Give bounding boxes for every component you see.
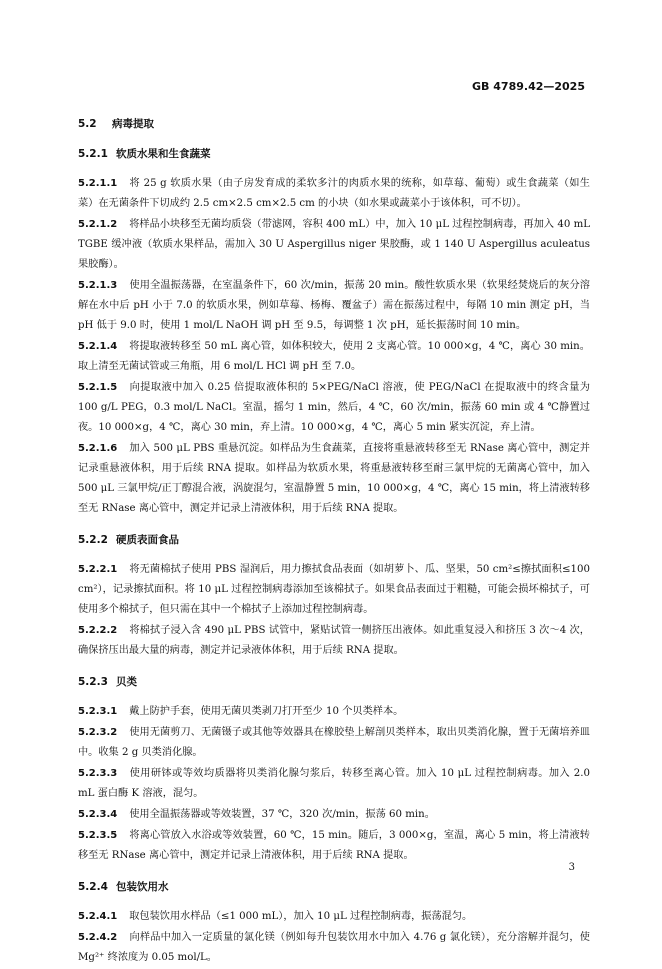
subsection-heading: 5.2.4 包装饮用水 xyxy=(78,881,169,893)
clause-paragraph: 5.2.1.6 加入 500 μL PBS 重悬沉淀。如样品为生食蔬菜，直接将重悬液转移至无 RNase 离心管中，测定并记录重悬液体积，用于后续 RNA 提取。如样品为软质水果，将重悬液转移至耐三氯甲烷的无菌离心管中，加入 500 μL 三氯甲烷/正丁醇混合液，涡旋混匀，室温静置 5 min，10 000×g，4 ℃，离心 15 min，将上清液转移至无 RNase 离心管中，测定并记录上清液体积，用于后续 RNA 提取。 xyxy=(78,443,590,514)
clause-paragraph: 5.2.1.2 将样品小块移至无菌均质袋（带滤网，容积 400 mL）中，加入 10 μL 过程控制病毒，再加入 40 mL TGBE 缓冲液（软质水果样品，需加入 30 U Aspergillus niger 果胶酶，或 1 140 U Aspergillus aculeatus 果胶酶）。 xyxy=(78,219,590,270)
clause-paragraph: 5.2.2.1 将无菌棉拭子使用 PBS 湿润后，用力擦拭食品表面（如胡萝卜、瓜、坚果，50 cm²≤擦拭面积≤100 cm²），记录擦拭面积。将 10 μL 过程控制病毒添加至该棉拭子。如果食品表面过于粗糙，可能会损坏棉拭子，可使用多个棉拭子，但只需在其中一个棉拭子上添加过程控制病毒。 xyxy=(78,564,590,615)
clause-paragraph: 5.2.3.4 使用全温振荡器或等效装置，37 ℃，320 次/min，振荡 60 min。 xyxy=(78,809,435,820)
clause-paragraph: 5.2.1.1 将 25 g 软质水果（由子房发育成的柔软多汁的肉质水果的统称，如草莓、葡萄）或生食蔬菜（如生菜）在无菌条件下切成约 2.5 cm×2.5 cm×2.5 cm 的小块（如水果或蔬菜小于该体积，可不切）。 xyxy=(78,178,590,209)
clause-paragraph: 5.2.1.3 使用全温振荡器，在室温条件下，60 次/min，振荡 20 min。酸性软质水果（软果经焚烧后的灰分溶解在水中后 pH 小于 7.0 的软质水果，例如草莓、杨梅、覆盆子）需在振荡过程中，每隔 10 min 测定 pH，当 pH 低于 9.0 时，使用 1 mol/L NaOH 调 pH 至 9.5，每调整 1 次 pH，延长振荡时间 10 min。 xyxy=(78,280,590,331)
clause-paragraph: 5.2.4.1 取包装饮用水样品（≤1 000 mL），加入 10 μL 过程控制病毒，振荡混匀。 xyxy=(78,911,473,922)
clause-paragraph: 5.2.3.3 使用研钵或等效均质器将贝类消化腺匀浆后，转移至离心管。加入 10 μL 过程控制病毒。加入 2.0 mL 蛋白酶 K 溶液，混匀。 xyxy=(78,768,590,799)
section-heading: 5.2 病毒提取 xyxy=(78,118,154,130)
clause-paragraph: 5.2.2.2 将棉拭子浸入含 490 μL PBS 试管中，紧贴试管一侧挤压出液体。如此重复浸入和挤压 3 次～4 次，确保挤压出最大量的病毒，测定并记录液体体积，用于后续 RNA 提取。 xyxy=(78,625,590,656)
document-body xyxy=(78,112,590,969)
page-number: 3 xyxy=(568,862,575,873)
clause-paragraph: 5.2.3.5 将离心管放入水浴或等效装置，60 ℃，15 min。随后，3 000×g，室温，离心 5 min，将上清液转移至无 RNase 离心管中，测定并记录上清液体积，用于后续 RNA 提取。 xyxy=(78,830,590,861)
subsection-heading: 5.2.1 软质水果和生食蔬菜 xyxy=(78,148,211,160)
standard-number: GB 4789.42—2025 xyxy=(472,80,585,93)
subsection-heading: 5.2.3 贝类 xyxy=(78,676,137,688)
clause-paragraph: 5.2.4.2 向样品中加入一定质量的氯化镁（例如每升包装饮用水中加入 4.76 g 氯化镁），充分溶解并混匀，使 Mg²⁺ 终浓度为 0.05 mol/L。 xyxy=(78,932,590,963)
clause-paragraph: 5.2.1.4 将提取液转移至 50 mL 离心管，如体积较大，使用 2 支离心管。10 000×g，4 ℃，离心 30 min。取上清至无菌试管或三角瓶，用 6 mol/L HCl 调 pH 至 7.0。 xyxy=(78,341,590,372)
subsection-heading: 5.2.2 硬质表面食品 xyxy=(78,534,179,546)
clause-paragraph: 5.2.3.2 使用无菌剪刀、无菌镊子或其他等效器具在橡胶垫上解剖贝类样本，取出贝类消化腺，置于无菌培养皿中。收集 2 g 贝类消化腺。 xyxy=(78,727,590,758)
clause-paragraph: 5.2.3.1 戴上防护手套，使用无菌贝类剥刀打开至少 10 个贝类样本。 xyxy=(78,706,404,717)
clause-paragraph: 5.2.1.5 向提取液中加入 0.25 倍提取液体积的 5×PEG/NaCl 溶液，使 PEG/NaCl 在提取液中的终含量为 100 g/L PEG，0.3 mol/L NaCl。室温，摇匀 1 min，然后，4 ℃，60 次/min，振荡 60 min 或 4 ℃静置过夜。10 000×g，4 ℃，离心 30 min，弃上清。10 000×g，4 ℃，离心 5 min 紧实沉淀，弃上清。 xyxy=(78,382,590,433)
